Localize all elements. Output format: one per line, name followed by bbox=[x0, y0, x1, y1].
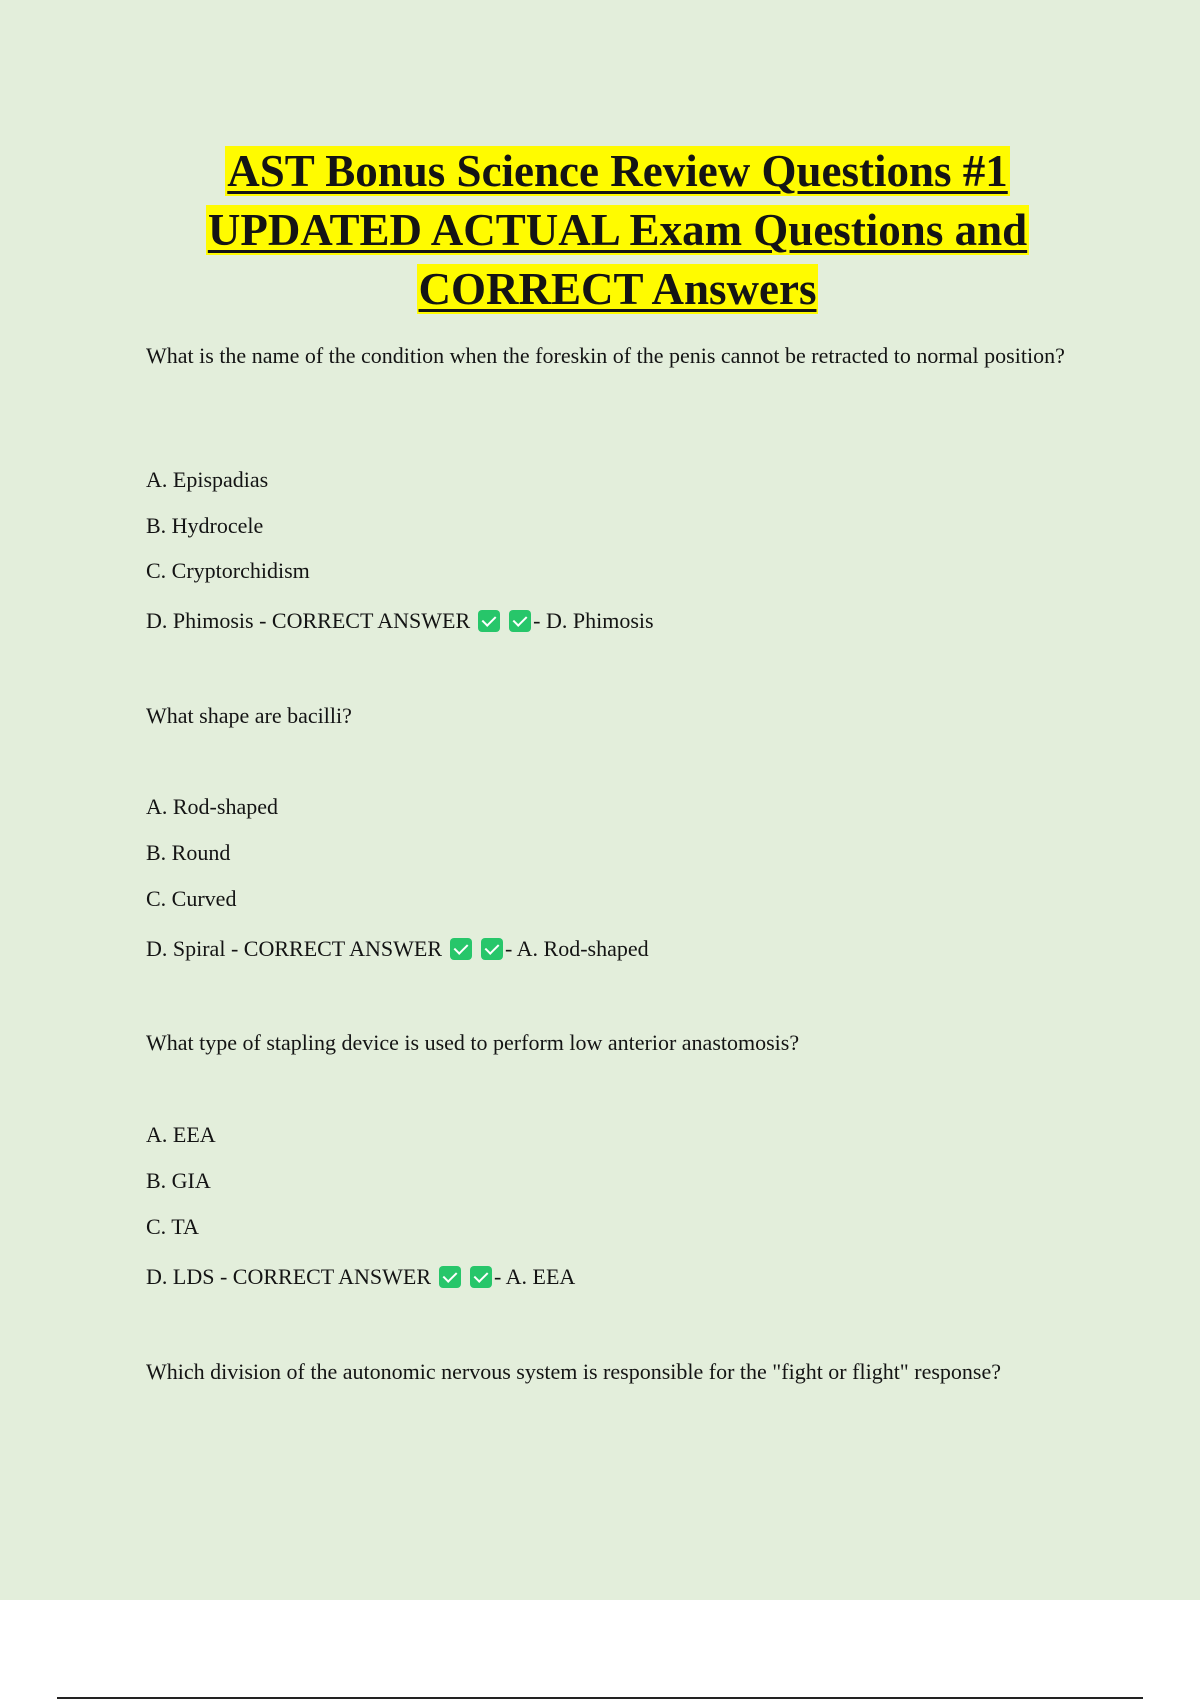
question-3-option-b: B. GIA bbox=[146, 1168, 211, 1193]
document-title bbox=[100, 142, 1135, 319]
question-2-text: What shape are bacilli? bbox=[146, 703, 352, 728]
question-3-text: What type of stapling device is used to perform low anterior anastomosis? bbox=[146, 1030, 800, 1055]
question-1-option-d: D. Phimosis bbox=[146, 608, 254, 633]
check-mark-icon bbox=[481, 938, 503, 960]
question-4-text: Which division of the autonomic nervous system is responsible for the "fight or flight" response? bbox=[146, 1359, 1002, 1384]
correct-answer-marker: - CORRECT ANSWER bbox=[259, 608, 471, 633]
question-2-answer: - A. Rod-shaped bbox=[505, 936, 649, 961]
question-1-answer-line bbox=[146, 605, 654, 636]
check-mark-icon bbox=[439, 1266, 461, 1288]
question-2-option-a: A. Rod-shaped bbox=[146, 794, 278, 819]
question-1-option-b: B. Hydrocele bbox=[146, 513, 264, 538]
check-mark-icon bbox=[470, 1266, 492, 1288]
question-2-answer-line bbox=[146, 933, 649, 964]
correct-answer-marker: - CORRECT ANSWER bbox=[230, 936, 443, 961]
question-3-answer-line bbox=[146, 1261, 575, 1292]
question-1-answer: - D. Phimosis bbox=[533, 608, 654, 633]
question-1-option-c: C. Cryptorchidism bbox=[146, 558, 310, 583]
question-3-option-d: D. LDS bbox=[146, 1264, 215, 1289]
title-line-1: AST Bonus Science Review Questions #1 bbox=[227, 146, 1008, 196]
check-mark-icon bbox=[509, 610, 531, 632]
question-1-text: What is the name of the condition when the foreskin of the penis cannot be retracted to normal position? bbox=[146, 343, 1065, 368]
title-line-2: UPDATED ACTUAL Exam Questions and bbox=[207, 205, 1028, 255]
question-2-option-b: B. Round bbox=[146, 840, 231, 865]
question-3-option-c: C. TA bbox=[146, 1214, 199, 1239]
question-2-option-c: C. Curved bbox=[146, 886, 237, 911]
footer-divider bbox=[57, 1697, 1143, 1699]
correct-answer-marker: - CORRECT ANSWER bbox=[219, 1264, 432, 1289]
question-3-answer: - A. EEA bbox=[494, 1264, 576, 1289]
check-mark-icon bbox=[450, 938, 472, 960]
question-2-option-d: D. Spiral bbox=[146, 936, 226, 961]
question-3-option-a: A. EEA bbox=[146, 1122, 216, 1147]
title-line-3: CORRECT Answers bbox=[418, 264, 817, 314]
check-mark-icon bbox=[478, 610, 500, 632]
question-1-option-a: A. Epispadias bbox=[146, 467, 269, 492]
